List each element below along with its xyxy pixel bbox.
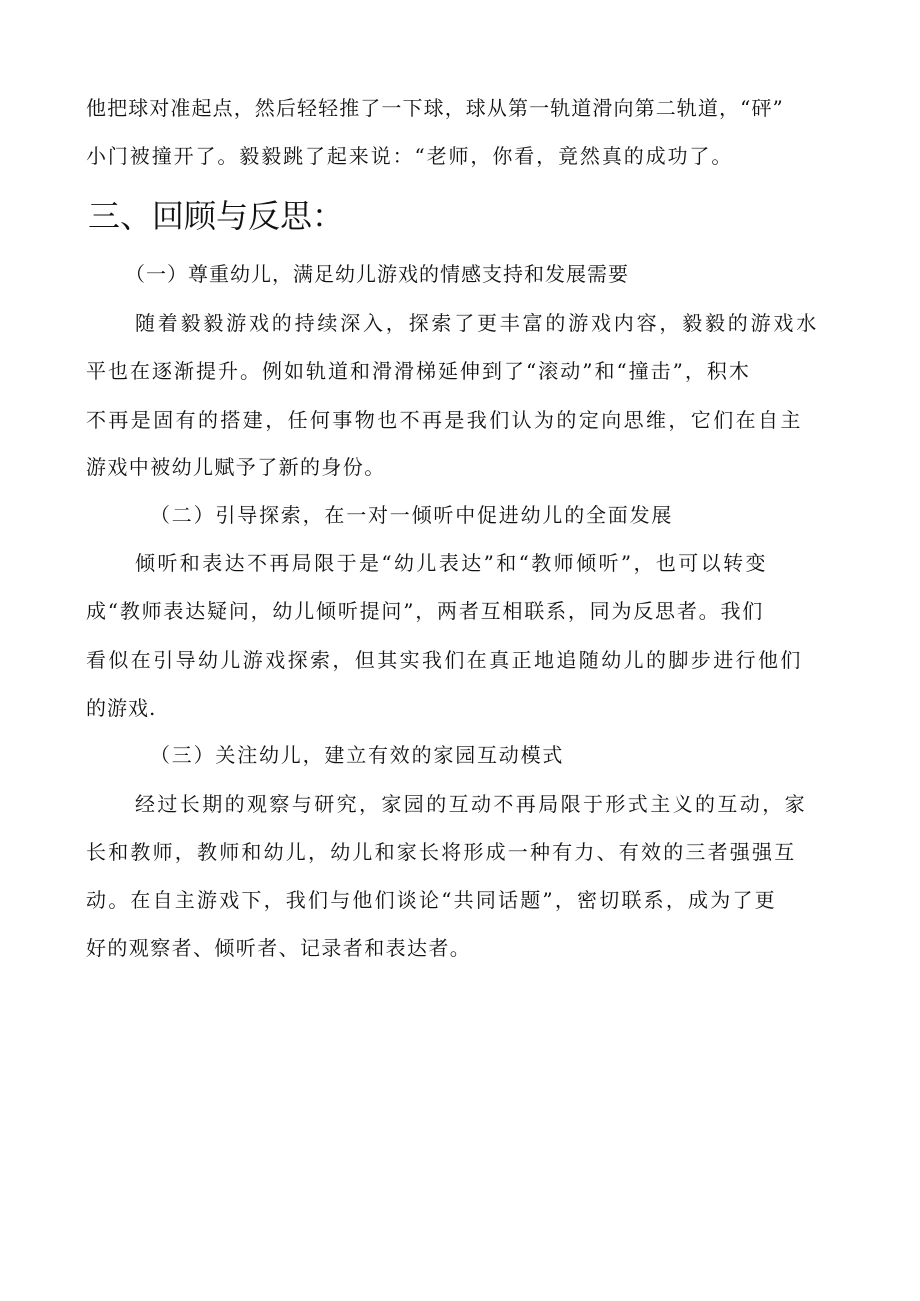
subsection-1-line-3: 不再是固有的搭建，任何事物也不再是我们认为的定向思维，它们在自主	[86, 408, 803, 432]
intro-line-1: 他把球对准起点，然后轻轻推了一下球，球从第一轨道滑向第二轨道，“砰”	[86, 96, 784, 120]
subsection-2-line-2: 成“教师表达疑问，幼儿倾听提问”，两者互相联系，同为反思者。我们	[86, 599, 765, 623]
subsection-3-line-4: 好的观察者、倾听者、记录者和表达者。	[86, 936, 472, 960]
subsection-3-heading: （三）关注幼儿，建立有效的家园互动模式	[150, 743, 565, 767]
subsection-2-line-4: 的游戏.	[86, 696, 157, 720]
subsection-2-line-3: 看似在引导幼儿游戏探索，但其实我们在真正地追随幼儿的脚步进行他们	[86, 648, 803, 672]
subsection-1-line-2: 平也在逐渐提升。例如轨道和滑滑梯延伸到了“滚动”和“撞击”，积木	[86, 359, 751, 383]
subsection-1-line-4: 游戏中被幼儿赋予了新的身份。	[86, 455, 386, 479]
subsection-1-line-1: 随着毅毅游戏的持续深入，探索了更丰富的游戏内容，毅毅的游戏水	[135, 311, 819, 335]
subsection-3-line-1: 经过长期的观察与研究，家园的互动不再局限于形式主义的互动，家	[135, 792, 807, 816]
section-title: 三、回顾与反思：	[88, 197, 345, 235]
subsection-3-line-2: 长和教师，教师和幼儿，幼儿和家长将形成一种有力、有效的三者强强互	[86, 840, 797, 864]
subsection-1-heading: （一）尊重幼儿，满足幼儿游戏的情感支持和发展需要	[125, 262, 629, 286]
subsection-2-heading: （二）引导探索，在一对一倾听中促进幼儿的全面发展	[150, 503, 674, 527]
subsection-3-line-3: 动。在自主游戏下，我们与他们谈论“共同话题”，密切联系，成为了更	[86, 888, 777, 912]
intro-line-2: 小门被撞开了。毅毅跳了起来说：“老师，你看，竟然真的成功了。	[86, 144, 734, 168]
subsection-2-line-1: 倾听和表达不再局限于是“幼儿表达”和“教师倾听”，也可以转变	[135, 551, 768, 575]
